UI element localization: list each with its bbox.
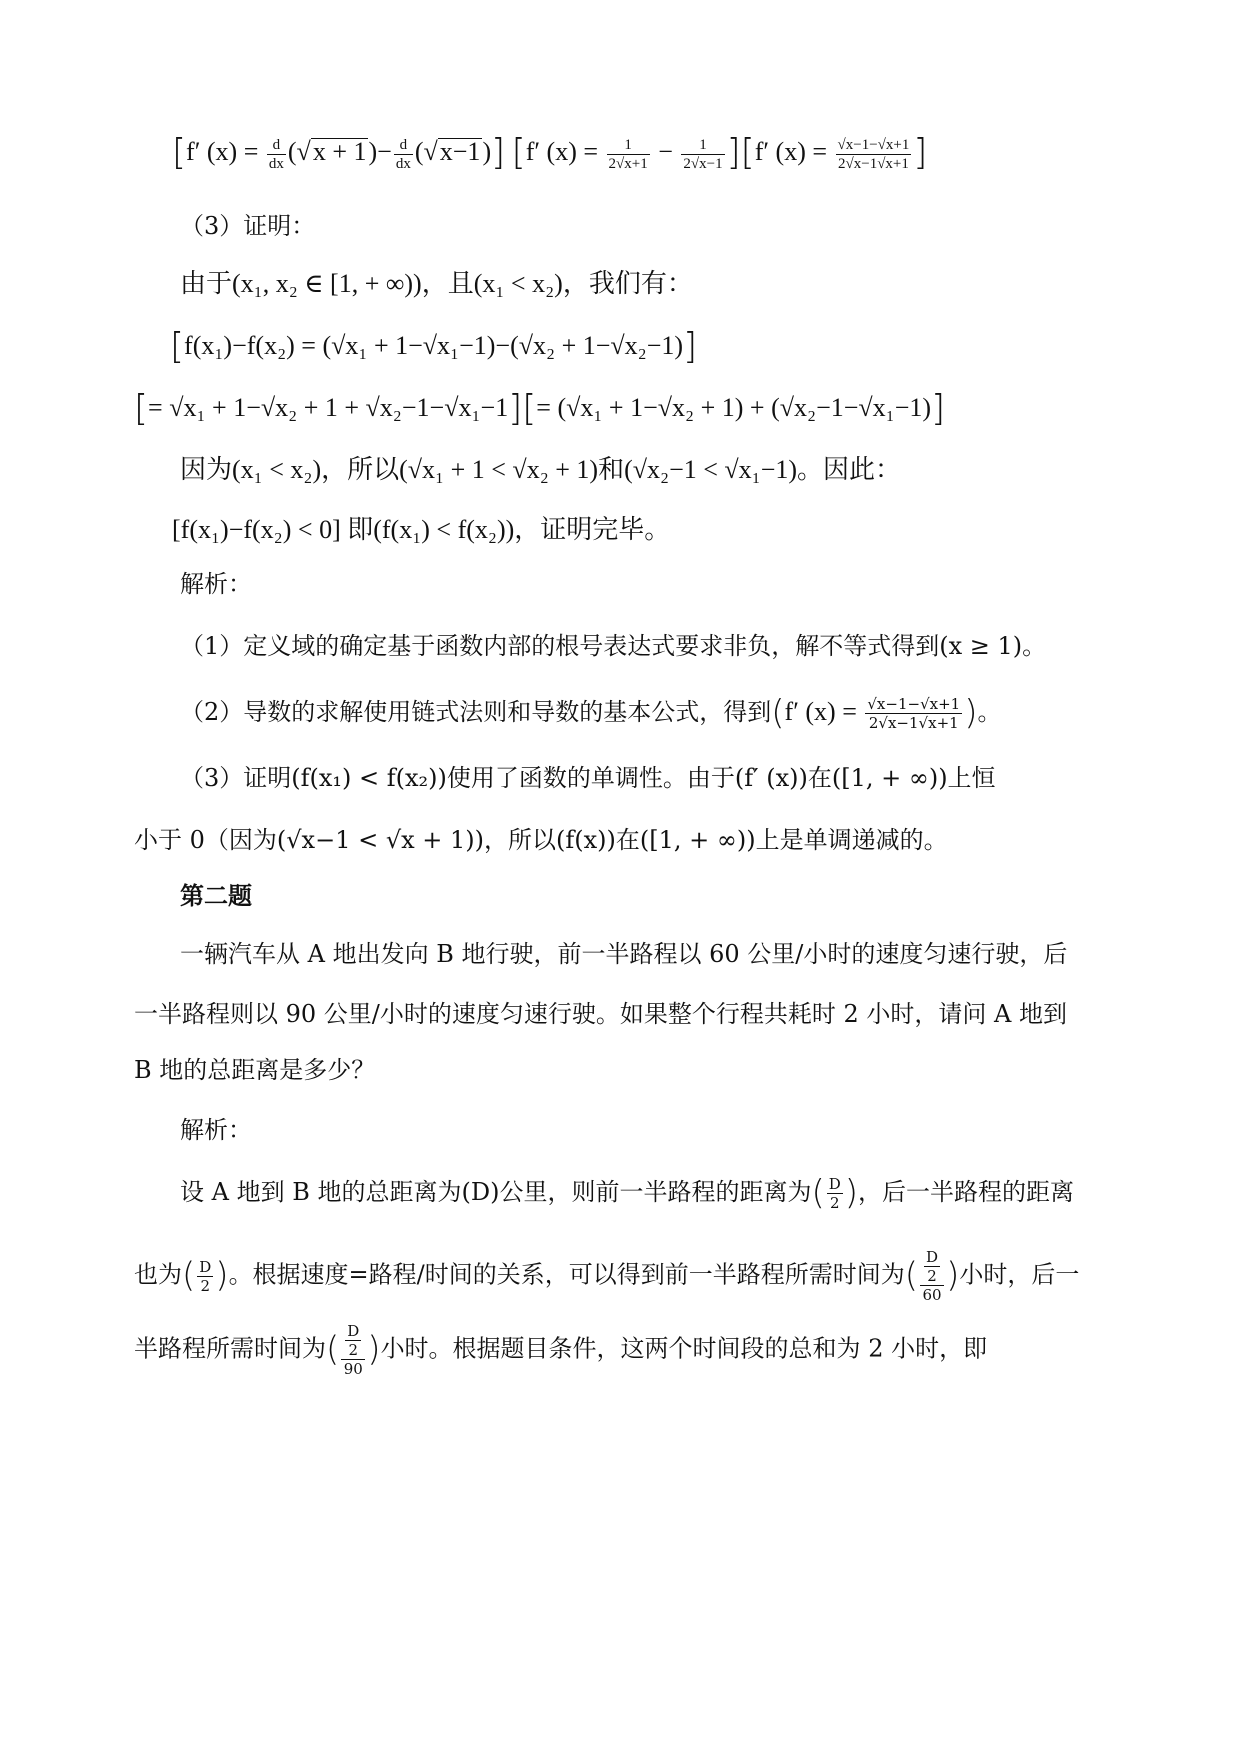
analysis-item-2: （2）导数的求解使用链式法则和导数的基本公式，得到(f′ (x) = $\frac{√x-1-√x+1}{2√x-1√x+1}$ )。: [180, 693, 1002, 733]
fraction-final-derivative: $\frac{√x-1-√x+1}{2√x-1√x+1}$: [837, 136, 910, 172]
solution-line-2-pre: 也为: [134, 1260, 182, 1289]
solution-line-2-post: 小时，后一: [959, 1260, 1080, 1289]
solution-line-2: 也为( $\frac{D}{2}$ )。根据速度=路程/时间的关系，可以得到前一半路程所需时间为( D 2 60 )小时，后一: [134, 1248, 1080, 1304]
fraction-D-over-2-b: $\frac{D}{2}$: [199, 1257, 212, 1295]
equation-b-c: [= √x₁ + 1−√x₂ + 1 + √x₂−1−√x₁−1][= (√x₁ + 1−√x₂ + 1) + (√x₂−1−√x₁−1)]: [134, 388, 946, 429]
equation-a: [f(x₁)−f(x₂) = (√x₁ + 1−√x₁−1)−(√x₂ + 1−√x₂−1)]: [170, 326, 698, 367]
question-2-title: 第二题: [180, 882, 252, 910]
fraction-one-over-b: $\frac{1}{2√x-1}$: [683, 136, 723, 172]
d-dx-fraction-2: $\frac{d}{dx}$: [395, 136, 411, 172]
question-2-line-2: 一半路程则以 90 公里/小时的速度匀速行驶。如果整个行程共耗时 2 小时，请问 A 地到: [134, 1000, 1067, 1028]
analysis-item-2-fraction: $\frac{√x-1-√x+1}{2√x-1√x+1}$: [867, 695, 961, 732]
proof-label: （3）证明：: [180, 212, 316, 240]
conclusion-line: [172, 510, 1241, 550]
equation-c-text: = (√x₁ + 1−√x₂ + 1) + (√x₂−1−√x₁−1): [536, 393, 932, 422]
solution-line-3: 半路程所需时间为( D 2 90 )小时。根据题目条件，这两个时间段的总和为 2 小时，即: [134, 1322, 988, 1378]
fprime-label-3: f′ (x) =: [754, 137, 834, 166]
fraction-D-over-2-a: $\frac{D}{2}$: [828, 1175, 841, 1212]
question-2-line-3: B 地的总距离是多少？: [134, 1056, 376, 1084]
analysis-label-2: 解析：: [180, 1116, 252, 1144]
conclusion-expression: [f(x₁)−f(x₂) < 0]: [172, 515, 341, 544]
solution-line-3-pre: 半路程所需时间为: [134, 1334, 326, 1363]
radicand-x-plus-1: x + 1: [312, 137, 367, 166]
fprime-label-1: f′ (x) =: [186, 137, 265, 166]
analysis-item-3-line-2: 小于 0（因为(√x−1 < √x + 1))，所以(f(x))在([1, + ∞))上是单调递减的。: [134, 826, 948, 854]
solution-line-1-pre: 设 A 地到 B 地的总距离为(D)公里，则前一半路程的距离为: [180, 1178, 812, 1206]
analysis-item-3-line-1: （3）证明(f(x₁) < f(x₂))使用了函数的单调性。由于(f′ (x))在([1, + ∞))上恒: [180, 764, 996, 792]
equation-a-text: f(x₁)−f(x₂) = (√x₁ + 1−√x₁−1)−(√x₂ + 1−√x₂−1): [184, 331, 684, 360]
fraction-D2-over-60: D 2 60: [920, 1248, 944, 1304]
analysis-item-2-fprime: f′ (x) =: [784, 697, 864, 726]
d-dx-fraction-1: $\frac{d}{dx}$: [268, 136, 284, 172]
radicand-x-minus-1: x−1: [439, 137, 481, 166]
equation-b-text: = √x₁ + 1−√x₂ + 1 + √x₂−1−√x₁−1: [148, 393, 509, 422]
derivative-equations: [f′ (x) = $\frac{d}{dx}$ (√x + 1)− $\frac{d}{dx}$ (√x−1)] [f′ (x) = $\frac{1}{2√x+1}$ − $\frac{1}{2√x-1}$ ][f′ (x) = $\frac{√x-1-√x+1}{2√x-1√x+1}$ ]: [172, 132, 928, 173]
analysis-item-1: （1）定义域的确定基于函数内部的根号表达式要求非负，解不等式得到(x ≥ 1)。: [180, 632, 1047, 660]
question-2-line-1: 一辆汽车从 A 地出发向 B 地行驶，前一半路程以 60 公里/小时的速度匀速行驶，后: [180, 940, 1068, 968]
solution-line-3-post: 小时。根据题目条件，这两个时间段的总和为 2 小时，即: [380, 1334, 988, 1363]
solution-line-2-mid: 。根据速度=路程/时间的关系，可以得到前一半路程所需时间为: [228, 1260, 905, 1289]
because-statement: 因为(x₁ < x₂)，所以(√x₁ + 1 < √x₂ + 1)和(√x₂−1 < √x₁−1)。因此：: [180, 455, 902, 484]
analysis-item-2-text: （2）导数的求解使用链式法则和导数的基本公式，得到: [180, 698, 772, 726]
since-statement: 由于(x₁, x₂ ∈ [1, + ∞))，且(x₁ < x₂)，我们有：: [180, 269, 693, 298]
fraction-one-over-a: $\frac{1}{2√x+1}$: [608, 136, 648, 172]
fprime-label-2: f′ (x) =: [525, 137, 605, 166]
fraction-D2-over-90: D 2 90: [341, 1322, 365, 1378]
solution-line-1: 设 A 地到 B 地的总距离为(D)公里，则前一半路程的距离为( $\frac{D}{2}$ )，后一半路程的距离: [180, 1173, 1075, 1213]
solution-line-1-post: ，后一半路程的距离: [858, 1178, 1075, 1206]
analysis-label-1: 解析：: [180, 570, 252, 598]
conclusion-text: 即(f(x₁) < f(x₂))，证明完毕。: [340, 515, 671, 544]
